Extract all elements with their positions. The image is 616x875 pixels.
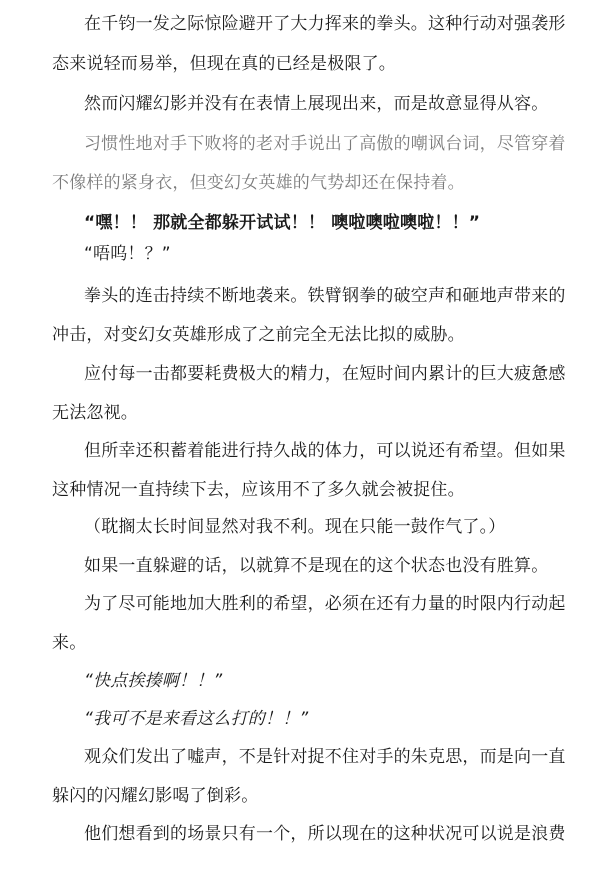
paragraph-line: 观众们发出了嘘声，不是针对捉不住对手的朱克思，而是向一直 (84, 747, 566, 767)
paragraph-line: 态来说轻而易举，但现在真的已经是极限了。 (52, 54, 396, 74)
paragraph-line: 不像样的紧身衣，但变幻女英雄的气势却还在保持着。 (52, 173, 465, 193)
paragraph-line: 为了尽可能地加大胜利的希望，必须在还有力量的时限内行动起 (84, 594, 566, 614)
dialogue-line: “快点挨揍啊！！” (84, 671, 223, 691)
paragraph-line: 如果一直躲避的话，以就算不是现在的这个状态也没有胜算。 (84, 556, 549, 576)
paragraph-line: 习惯性地对手下败将的老对手说出了高傲的嘲讽台词，尽管穿着 (84, 134, 566, 154)
paragraph-line: 在千钧一发之际惊险避开了大力挥来的拳头。这种行动对强袭形 (84, 14, 566, 34)
dialogue-line: “嘿！！ 那就全都躲开试试！！ 噢啦噢啦噢啦！！” (84, 213, 481, 233)
paragraph-line: 这种情况一直持续下去，应该用不了多久就会被捉住。 (52, 480, 465, 500)
paragraph-line: 他们想看到的场景只有一个，所以现在的这种状况可以说是浪费 (84, 824, 566, 844)
dialogue-line: “唔呜！？” (84, 244, 171, 264)
paragraph-line: 拳头的连击持续不断地袭来。铁臂钢拳的破空声和砸地声带来的 (84, 286, 566, 306)
paragraph-line: 来。 (52, 633, 87, 653)
paragraph-line: 应付每一击都要耗费极大的精力，在短时间内累计的巨大疲惫感 (84, 364, 566, 384)
paragraph-line: 但所幸还积蓄着能进行持久战的体力，可以说还有希望。但如果 (84, 441, 566, 461)
dialogue-line: “我可不是来看这么打的！！” (84, 709, 309, 729)
thought-line: （耽搁太长时间显然对我不利。现在只能一鼓作气了。） (84, 517, 506, 537)
paragraph-line: 冲击，对变幻女英雄形成了之前完全无法比拟的威胁。 (52, 325, 465, 345)
paragraph-line: 无法忽视。 (52, 403, 138, 423)
paragraph-line: 躲闪的闪耀幻影喝了倒彩。 (52, 786, 259, 806)
paragraph-line: 然而闪耀幻影并没有在表情上展现出来，而是故意显得从容。 (84, 94, 549, 114)
